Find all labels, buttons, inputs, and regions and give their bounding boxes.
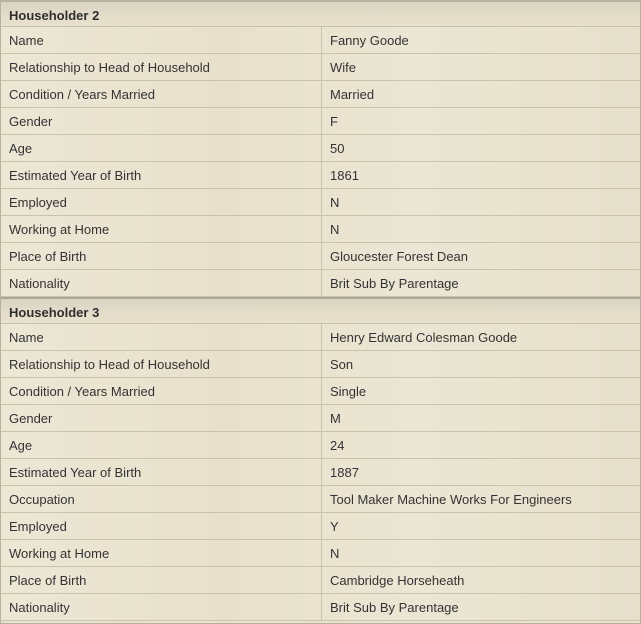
field-label: Age (1, 432, 322, 458)
field-label: Gender (1, 108, 322, 134)
table-row (1, 540, 640, 567)
table-row (1, 27, 640, 54)
table-row (1, 432, 640, 459)
field-label: Employed (1, 189, 322, 215)
field-label: Occupation (1, 486, 322, 512)
table-row (1, 189, 640, 216)
field-value: Fanny Goode (330, 33, 409, 48)
field-value: Married (330, 87, 375, 102)
field-label: Place of Birth (1, 567, 322, 593)
table-row (1, 108, 640, 135)
field-value: 1887 (330, 465, 359, 480)
field-value: Son (330, 357, 354, 372)
field-value: Tool Maker Machine Works For Engineers (330, 492, 572, 507)
field-label: Nationality (1, 270, 322, 296)
table-row (1, 594, 640, 621)
table-row (1, 216, 640, 243)
field-label: Working at Home (1, 540, 322, 566)
table-row (1, 513, 640, 540)
field-label: Condition / Years Married (1, 378, 322, 404)
field-value: Single (330, 384, 367, 399)
field-value: Henry Edward Colesman Goode (330, 330, 518, 345)
field-value: M (330, 411, 341, 426)
field-value: Brit Sub By Parentage (330, 600, 459, 615)
field-value: 24 (330, 438, 345, 453)
section-header: Householder 2 (1, 1, 640, 27)
table-row (1, 81, 640, 108)
field-value: N (330, 546, 340, 561)
table-row (1, 135, 640, 162)
field-label: Condition / Years Married (1, 81, 322, 107)
field-label: Estimated Year of Birth (1, 459, 322, 485)
field-label: Nationality (1, 594, 322, 620)
field-label: Working at Home (1, 216, 322, 242)
table-row (1, 567, 640, 594)
table-row (1, 459, 640, 486)
field-value: Brit Sub By Parentage (330, 276, 459, 291)
table-row (1, 378, 640, 405)
field-label: Employed (1, 513, 322, 539)
field-value: F (330, 114, 338, 129)
field-value: 50 (330, 141, 345, 156)
section-header: Householder 3 (1, 297, 640, 324)
field-value: N (330, 222, 340, 237)
table-row (1, 324, 640, 351)
field-label: Place of Birth (1, 243, 322, 269)
field-label: Name (1, 27, 322, 53)
table-row (1, 486, 640, 513)
field-value: Y (330, 519, 339, 534)
field-label: Gender (1, 405, 322, 431)
field-label: Relationship to Head of Household (1, 54, 322, 80)
table-row (1, 162, 640, 189)
field-value: 1861 (330, 168, 359, 183)
field-value: Cambridge Horseheath (330, 573, 465, 588)
householder-section (1, 297, 640, 621)
field-label: Relationship to Head of Household (1, 351, 322, 377)
householder-section (1, 1, 640, 297)
table-row (1, 351, 640, 378)
field-label: Estimated Year of Birth (1, 162, 322, 188)
field-label: Age (1, 135, 322, 161)
table-row (1, 405, 640, 432)
table-row (1, 243, 640, 270)
field-value: N (330, 195, 340, 210)
field-label: Name (1, 324, 322, 350)
field-value: Wife (330, 60, 356, 75)
field-value: Gloucester Forest Dean (330, 249, 469, 264)
table-row (1, 270, 640, 297)
table-row (1, 54, 640, 81)
